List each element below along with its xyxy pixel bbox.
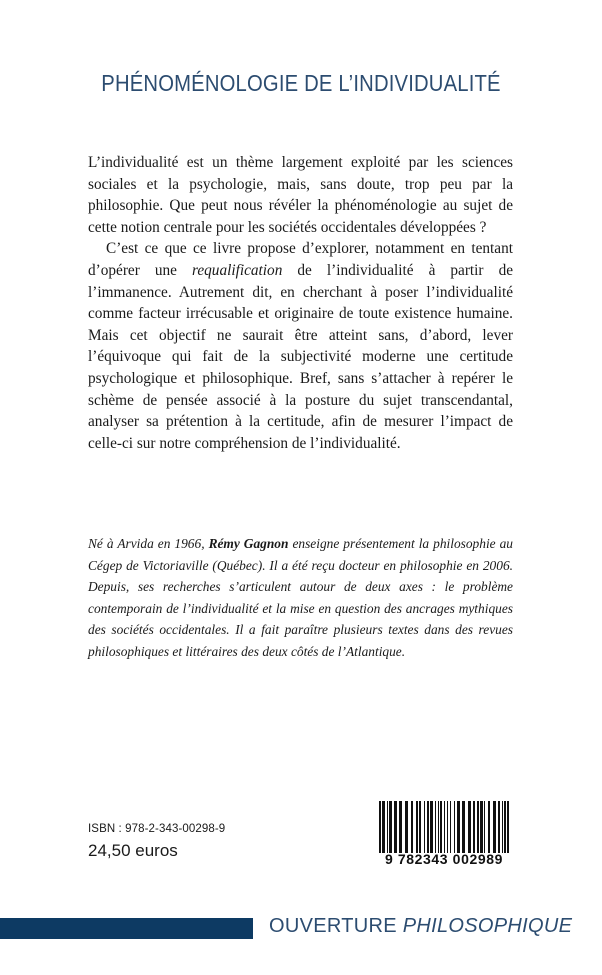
author-bio-section <box>88 533 513 663</box>
barcode-digits: 9 782343 002989 <box>385 851 503 867</box>
price-text: 24,50 euros <box>88 841 178 860</box>
collection-name-regular: OUVERTURE <box>269 915 397 937</box>
blurb-section <box>88 152 513 454</box>
page-title: PHÉNOMÉNOLOGIE DE L’INDIVIDUALITÉ <box>101 70 501 96</box>
blurb-paragraph-2-lead: C’est ce que ce livre propose d’explorer, notamment en tentant d’opérer une <box>88 240 513 279</box>
author-name: Rémy Gagnon <box>208 536 289 551</box>
bio-tail-text: enseigne présentement la philosophie au Cégep de Victoriaville (Québec). Il a été reçu docteur en philosophie en 2006. Depuis, ses recherches s’articulent autour de deux axes : le problème contemporain de l’individualité et la mise en question des ancrages mythiques des sociétés occidentales. Il a fait paraître plusieurs textes dans des revues philosophiques et littéraires des deux côtés de l’Atlantique. <box>88 536 513 659</box>
blurb-emphasis-requalification: requalification <box>191 261 283 279</box>
blurb-paragraph-2 <box>88 238 513 454</box>
blurb-paragraph-1: L’individualité est un thème largement exploité par les sciences sociales et la psychologie, mais, sans doute, trop peu par la philosophie. Que peut nous révéler la phénoménologie au sujet de cette notion centrale pour les sociétés occidentales développées ? <box>88 154 513 236</box>
author-bio-paragraph <box>88 533 513 663</box>
collection-navy-bar <box>0 918 253 939</box>
ean-barcode <box>373 799 515 875</box>
collection-name-italic: PHILOSOPHIQUE <box>402 915 573 937</box>
isbn-price-block <box>88 823 225 861</box>
blurb-paragraph-2-tail: de l’individualité à partir de l’immanence. Autrement dit, en cherchant à poser l’individualité comme facteur irrécusable et originaire de toute existence humaine. Mais cet objectif ne saurait être atteint sans, d’abord, lever l’équivoque qui fait de la subjectivité moderne une certitude psychologique et philosophique. Bref, sans s’attacher à repérer le schème de pensée associé à la posture du sujet transcendantal, analyser sa prétention à la certitude, afin de mesurer l’impact de celle-ci sur notre compréhension de l’individualité. <box>88 261 514 452</box>
bio-lead-text: Né à Arvida en 1966, <box>88 536 209 551</box>
isbn-text: ISBN : 978-2-343-00298-9 <box>88 823 226 835</box>
collection-name <box>269 915 572 938</box>
barcode-bars <box>379 801 509 853</box>
